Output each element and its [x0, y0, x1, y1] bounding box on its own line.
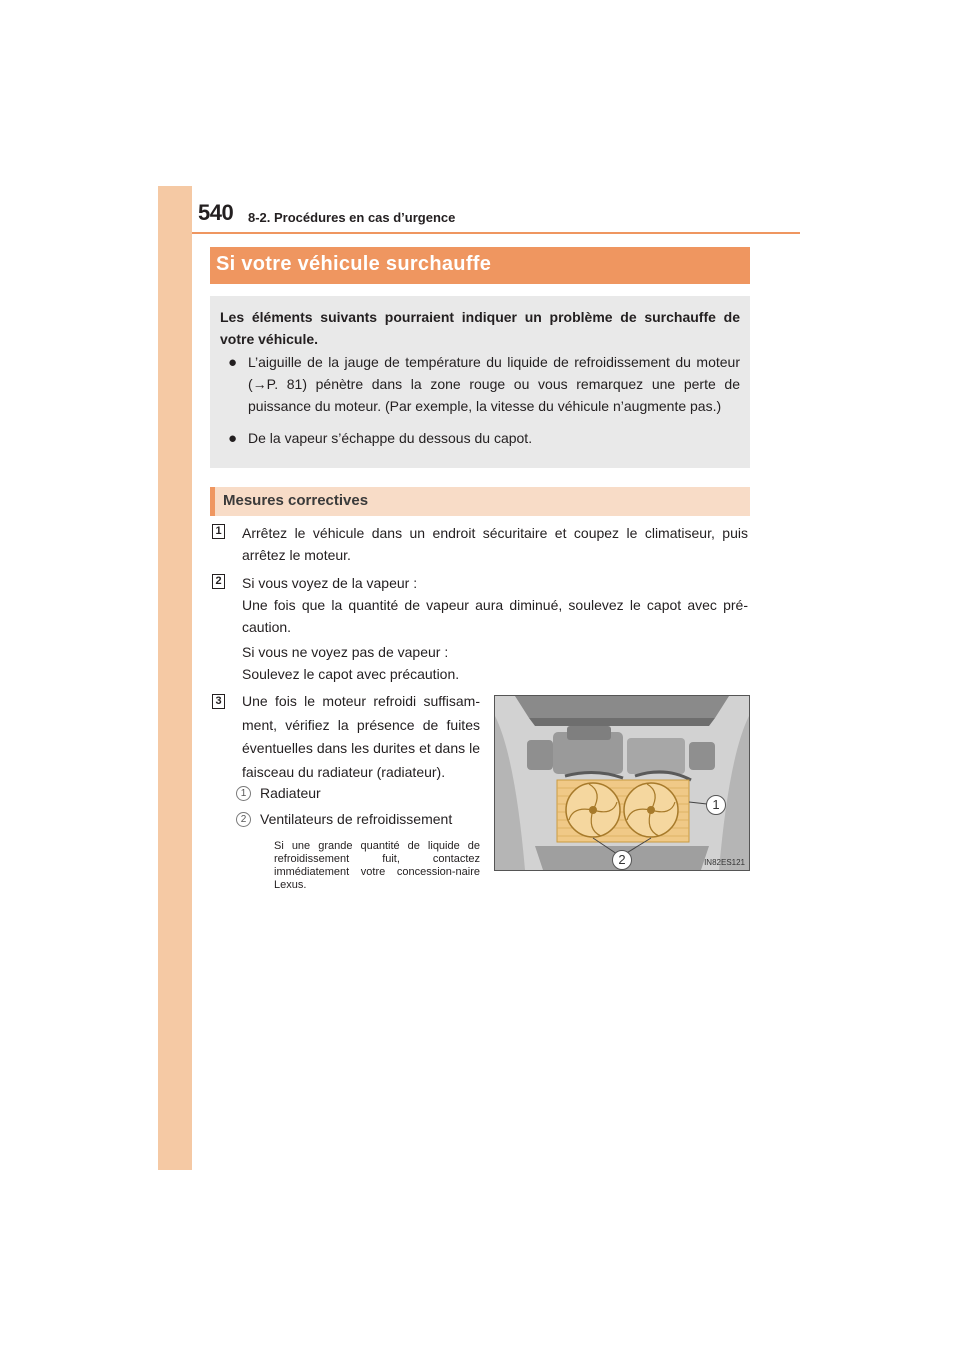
chapter-side-band [158, 186, 192, 1170]
section-heading-bar [210, 487, 750, 516]
callout-2-badge: 2 [612, 850, 632, 870]
intro-bullet [220, 427, 740, 449]
intro-bullet [220, 351, 740, 417]
section-title: Mesures correctives [223, 492, 369, 509]
intro-box [210, 296, 750, 468]
intro-lead: Les éléments suivants pourraient indiquer un problème de surchauffe de votre véhicule. [220, 309, 740, 347]
leak-note: Si une grande quantité de liquide de refroidissement fuit, contactez immédiatement votre concession-naire Lexus. [274, 840, 480, 891]
callout-1-badge: 1 [706, 795, 726, 815]
chapter-header: 8-2. Procédures en cas d’urgence [248, 210, 456, 225]
step-2-line-2: Une fois que la quantité de vapeur aura diminué, soulevez le capot avec pré-caution. [242, 597, 748, 635]
item-number-badge: 2 [236, 812, 251, 827]
engine-bay-drawing [495, 696, 749, 870]
item-label-radiator: Radiateur [260, 785, 321, 801]
step-number: 2 [212, 574, 225, 589]
page-title: Si votre véhicule surchauffe [216, 253, 492, 275]
bullet-dot-icon: ● [228, 430, 238, 447]
step-3-text: Une fois le moteur refroidi suffisam-ment, vérifiez la présence de fuites éventuelles dans les durites et dans le faisceau du radiateur (radiateur). [242, 693, 480, 780]
engine-compartment-illustration [494, 695, 750, 871]
step-2-line-3: Si vous ne voyez pas de vapeur : [242, 644, 449, 660]
intro-bullet-text: L’aiguille de la jauge de température du liquide de refroidissement du moteur (→P. 81) pénètre dans la zone rouge ou vous remarquez une perte de puissance du moteur. (Par exemple, la vitesse du véhicule n’augmente pas.) [248, 354, 740, 414]
step-1-text: Arrêtez le véhicule dans un endroit sécuritaire et coupez le climatiseur, puis arrêtez le moteur. [242, 525, 748, 563]
intro-bullet-text: De la vapeur s’échappe du dessous du capot. [248, 430, 533, 446]
step-number: 1 [212, 524, 225, 539]
item-number-badge: 1 [236, 786, 251, 801]
step-number: 3 [212, 694, 225, 709]
figure-code: IN82ES121 [704, 858, 745, 867]
bullet-dot-icon: ● [228, 354, 238, 371]
page-number: 540 [198, 200, 234, 225]
header-rule [192, 232, 800, 234]
title-bar [210, 247, 750, 284]
step-2-line-1: Si vous voyez de la vapeur : [242, 575, 418, 591]
item-label-cooling-fans: Ventilateurs de refroidissement [260, 811, 453, 827]
step-2-line-4: Soulevez le capot avec précaution. [242, 666, 460, 682]
